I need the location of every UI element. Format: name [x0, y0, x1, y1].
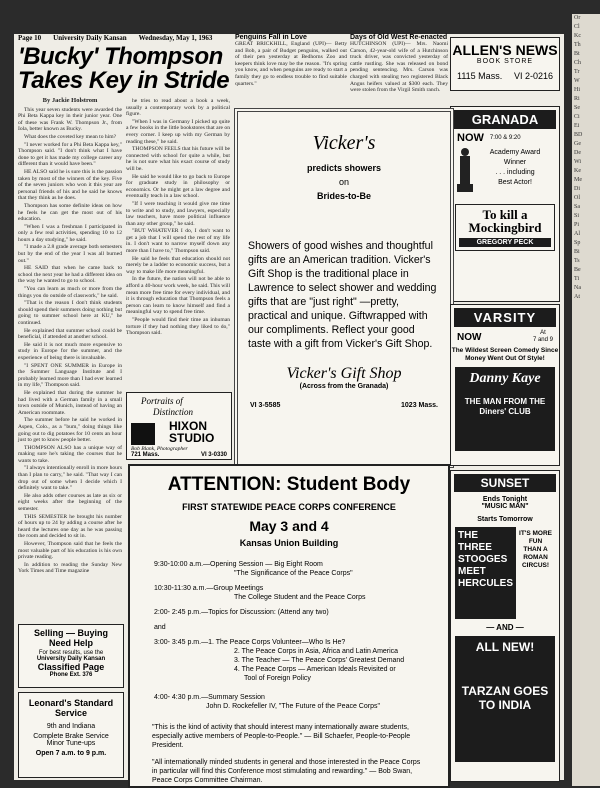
sunset-and: — AND — — [486, 623, 524, 632]
peace-corps-attention: ATTENTION: Student Body — [167, 474, 411, 495]
edge-text-fragment: De — [574, 150, 581, 156]
allens-address: 1115 Mass. — [457, 71, 503, 81]
vickers-title: Vicker's — [312, 132, 376, 154]
varsity-times-2: 7 and 9 — [532, 337, 553, 343]
hixon-distinction: Distinction — [153, 407, 193, 417]
vickers-shop-name: Vicker's Gift Shop — [286, 365, 402, 382]
peace-corps-quote-1: "This is the kind of activity that should interest many internationally aware students, especially active members of People-to-People." — Bill Schaefer, People-to-People President. — [152, 724, 411, 749]
summary-time: 4:00- 4:30 p.m. — [154, 694, 202, 701]
page-number: Page 10 — [18, 34, 42, 42]
edge-text-fragment: At — [574, 294, 580, 300]
article-paragraph: He explained that during the summer he had lived with a German family in a small town outside of Munich, instead of having an American roommate. — [18, 389, 122, 416]
schedule-row — [154, 560, 448, 578]
peace-corps-topics — [234, 647, 448, 683]
schedule-text: —Group Meetings — [206, 585, 264, 592]
granada-theater-ad — [450, 106, 560, 302]
varsity-tagline-2: Money Went Out Of Style! — [465, 355, 545, 362]
edge-text-fragment: Ch — [574, 60, 582, 66]
article-paragraph: He also adds other courses as late as six or eight weeks after the beginning of the semester. — [18, 492, 122, 513]
sunset-theater-ad — [450, 470, 560, 782]
classified-ad — [18, 624, 124, 688]
hixon-studio-ad — [126, 392, 232, 460]
edge-text-fragment: Ke — [574, 168, 581, 174]
peace-corps-schedule — [154, 560, 448, 647]
discussion-topic: Tool of Foreign Policy — [244, 675, 311, 682]
varsity-star: Danny Kaye — [469, 371, 541, 386]
schedule-time: 3:00- 3:45 p.m. — [154, 639, 202, 646]
article-column-1 — [18, 98, 122, 618]
edge-text-fragment: Bi — [574, 249, 580, 255]
classified-line-2: Need Help — [48, 638, 93, 648]
article-headline — [18, 45, 244, 93]
edge-text-fragment: Di — [574, 186, 580, 192]
varsity-times-1: At — [540, 330, 546, 336]
article-paragraph: "BUT WHATEVER I do, I don't want to get a job that I will spend the rest of my life in. I don't want to narrow myself down any more than I have to," Thompson said. — [126, 228, 230, 255]
varsity-now: NOW — [457, 331, 482, 343]
edge-text-fragment: Al — [574, 231, 580, 237]
peace-corps-conference: FIRST STATEWIDE PEACE CORPS CONFERENCE — [182, 502, 396, 512]
vickers-across: (Across from the Granada) — [299, 383, 389, 390]
sunset-film-1: THE THREE STOOGES MEET HERCULES — [455, 527, 516, 619]
article-paragraph: "When I was in Germany I picked up quite a few books in the little bookstores that are on every corner. I keep up with my German by reading these," he said. — [126, 118, 230, 145]
article-paragraph: HE SAID that when he came back to school the next year he had a different idea on the way he wanted to go to school. — [18, 265, 122, 285]
sunset-name: SUNSET — [454, 474, 556, 492]
varsity-title: THE MAN FROM THE Diners' CLUB — [464, 397, 546, 416]
peace-corps-quote-2: "All internationally minded students in general and those interested in the Peace Corps in particular will find this Conference most stimulating and rewarding." — Bob Swan, Peace Corps Committee Chairman. — [152, 759, 421, 784]
article-paragraph: What does the coveted key mean to him? — [24, 133, 117, 140]
granada-title-2: Mockingbird — [468, 220, 542, 235]
vickers-on: on — [338, 177, 349, 187]
sunset-current: "MUSIC MAN" — [481, 503, 529, 510]
schedule-row — [154, 584, 448, 602]
article-paragraph: He said he would like to go back to Europe for graduate study in philosophy or economics. Or he might get a law degree and eventually teach in a law school. — [126, 173, 230, 200]
vickers-predicts: predicts showers — [306, 163, 382, 173]
edge-text-fragment: Wi — [574, 159, 582, 165]
adjacent-page-edge — [572, 14, 600, 786]
peace-corps-dates: May 3 and 4 — [249, 518, 329, 534]
newspaper-page — [14, 34, 564, 784]
granada-title-1: To kill a — [482, 207, 528, 222]
edge-text-fragment: Hi — [574, 87, 580, 93]
article-paragraph: In addition to reading the Sunday New York Times and Time magazine — [18, 561, 122, 575]
article-paragraph: "I never worked for a Phi Beta Kappa key," Thompson said. "I don't think what I have done to get it has made my college career any different than it would have been." — [18, 141, 122, 168]
schedule-time: 10:30-11:30 a.m. — [154, 585, 207, 592]
leonards-line-4: Complete Brake Service — [33, 733, 109, 740]
edge-text-fragment: Th — [574, 42, 581, 48]
article-paragraph: In the future, the nation will not be able to afford a 40-hour work week, he said. This will mean more free time for every individual, and it is through education that Thompson feels a person can learn to know himself and find a meaningful way to spend free time. — [126, 276, 230, 316]
article-paragraph: THOMPSON ALSO has a unique way of making sure he's taking the courses that he wants to take. — [18, 444, 122, 464]
penguins-story — [235, 34, 347, 87]
article-paragraph: "I SPENT ONE SUMMER in Europe in the Summer Language Institute and I probably learned more than I had ever learned in my life," Thompson said. — [18, 362, 122, 389]
edge-text-fragment: Or — [574, 15, 581, 21]
classified-line-4: University Daily Kansan — [36, 656, 106, 662]
discussion-topic: 3. The Teacher — The Peace Corps' Greatest Demand — [234, 657, 405, 664]
sunset-ends: Ends Tonight — [482, 496, 528, 503]
edge-text-fragment: Sp — [574, 240, 581, 246]
edge-text-fragment: Se — [574, 105, 580, 111]
article-paragraph: "If I were teaching it would give me time to write and to study, and lawyers, especially law teachers, have more political influence than any other group," he said. — [126, 200, 230, 227]
hixon-name-1: HIXON — [169, 419, 208, 433]
sunset-starts: Starts Tomorrow — [477, 516, 533, 523]
edge-text-fragment: Me — [574, 177, 582, 183]
oscar-statuette-icon — [455, 148, 475, 196]
granada-name: GRANADA — [454, 110, 556, 129]
edge-text-fragment: Be — [574, 267, 581, 273]
discussion-topic: 4. The Peace Corps — American Ideals Revisited or — [234, 666, 396, 673]
schedule-time: 9:30-10:00 a.m. — [154, 561, 204, 568]
classified-line-6: Phone Ext. 376 — [49, 672, 93, 678]
leonards-line-6: Open 7 a.m. to 9 p.m. — [35, 750, 107, 757]
hixon-portraits: Portraits of — [141, 396, 183, 406]
penguins-headline: Penguins Fall in Love — [235, 34, 307, 41]
classified-line-1: Selling — Buying — [33, 628, 108, 638]
masthead — [18, 34, 238, 42]
vickers-address: 1023 Mass. — [401, 402, 438, 409]
article-paragraph: "When I was a freshman I participated in only a few real activities, spending 10 to 12 hours a day studying," he said. — [18, 223, 122, 243]
sunset-all-new: ALL NEW! — [475, 640, 535, 654]
hixon-phone: VI 3-0330 — [200, 452, 227, 458]
article-paragraph: THOMPSON FEELS that his future will be connected with school for quite a while, but he is not sure what his exact course of study will be. — [126, 146, 230, 172]
granada-award-3: . . . including — [495, 169, 535, 176]
schedule-row — [154, 608, 448, 617]
issue-date: Wednesday, May 1, 1963 — [138, 34, 213, 42]
allens-sub: BOOK STORE — [476, 58, 534, 65]
sunset-film-1-tag: IT'S MORE FUN THAN A ROMAN CIRCUS! — [519, 530, 552, 569]
leonards-service-ad — [18, 692, 124, 778]
granada-award-4: Best Actor! — [498, 179, 532, 186]
granada-award-2: Winner — [503, 159, 527, 166]
hixon-name-2: STUDIO — [169, 431, 215, 445]
granada-times: 7:00 & 9:20 — [489, 135, 521, 141]
article-paragraph: The summer before he said he worked in Aspen, Colo., as a "bum," doing things like going out to dig potatoes for 10 cents an hour just to get to know people better. — [18, 417, 122, 444]
hixon-address: 721 Mass. — [131, 452, 160, 458]
edge-text-fragment: BD — [574, 132, 583, 138]
leonards-line-1: Leonard's Standard — [28, 698, 114, 708]
discussion-topic: 2. The Peace Corps in Asia, Africa and Latin America — [234, 648, 399, 655]
edge-text-fragment: Ri — [574, 96, 580, 102]
old-west-story — [350, 34, 448, 94]
schedule-sub: The College Student and the Peace Corps — [234, 594, 366, 601]
schedule-row — [154, 638, 448, 647]
granada-award-1: Academy Award — [489, 149, 541, 156]
penguins-text: GREAT BRICKHILL, England (UPI)— Betty and Bob, a pair of Budget penguins, walked out of their pen yesterday at Bedhorns Zoo and keepers think love may be the reason. "It's spring you know, and when penguins are ready to start a family they go to endless trouble to find suitable quarters." — [235, 41, 347, 87]
schedule-sub: "The Significance of the Peace Corps" — [234, 570, 353, 577]
edge-text-fragment: Si — [574, 213, 580, 219]
vickers-body: Showers of good wishes and thoughtful gifts are an American tradition. Vicker's Gift Shop is the traditional place in Lawrence to select shower and wedding gifts that are "just right" —pretty, practical and unique. Giftwrapped with our compliments. Reflect your good taste with a gift from Vicker's Gift Shop. — [248, 240, 437, 350]
paper-name: University Daily Kansan — [53, 34, 127, 42]
edge-text-fragment: Ei — [574, 123, 580, 129]
varsity-name: VARSITY — [454, 308, 556, 327]
granada-now: NOW — [457, 132, 484, 144]
schedule-text: —Topics for Discussion: (Attend any two) — [201, 609, 329, 616]
edge-text-fragment: Ci — [574, 114, 580, 120]
edge-text-fragment: Tr — [574, 69, 580, 75]
schedule-text: —Opening Session — Big Eight Room — [203, 561, 323, 568]
edge-text-fragment: Ol — [574, 195, 580, 201]
edge-text-fragment: Bt — [574, 51, 580, 57]
peace-corps-conference-ad — [128, 464, 450, 788]
hixon-owner: Bob Blank, Photographer — [131, 446, 188, 452]
peace-corps-location: Kansas Union Building — [239, 538, 339, 548]
byline: By Jackie Holstrom — [42, 97, 98, 104]
edge-text-fragment: Na — [574, 285, 581, 291]
article-paragraph: He said it is not much more expensive to study in Europe for the summer, and the experience of being there is invaluable. — [18, 341, 122, 361]
edge-text-fragment: W — [574, 78, 580, 84]
article-paragraph: However, Thompson said that he feels the most valuable part of his education is his own private reading. — [18, 541, 122, 561]
edge-text-fragment: Cl — [574, 24, 580, 30]
article-paragraph: THIS SEMESTER he brought his number of hours up to 24 by adding a course after he heard the lectures one day as he was passing the room and decided to sit in. — [18, 513, 122, 540]
article-paragraph: This year seven students were awarded the Phi Beta Kappa key in their junior year. One of these was Frank W. Thompson Jr., from Iola, better known as Bucky. — [18, 106, 122, 133]
edge-text-fragment: Ts — [574, 258, 580, 264]
headline-line-2: Takes Key in Stride — [18, 67, 230, 94]
article-paragraph: HE ALSO said he is sure this is the passion taken by most of the winners of the key. Five of the seven juniors who won it this year are personal friends of his and he said he knows that they think as he does. — [18, 168, 122, 202]
schedule-row — [154, 623, 448, 632]
varsity-theater-ad — [450, 304, 560, 466]
article-column-2 — [126, 98, 230, 388]
allens-news-ad — [450, 37, 560, 91]
article-paragraph: Thompson has some definite ideas on how he feels he can get the most out of his education. — [18, 202, 122, 223]
schedule-text: —1. The Peace Corps Volunteer—Who Is He? — [201, 639, 346, 646]
summary-sub: John D. Rockefeller IV, "The Future of the Peace Corps" — [206, 703, 380, 710]
sunset-film-2: TARZAN GOES TO INDIA — [461, 684, 549, 712]
vickers-brides: Brides-to-Be — [316, 191, 371, 201]
article-paragraph: He said he feels that education should not merely be a ladder to economic success, but a way to make life more meaningful. — [126, 255, 230, 275]
camera-photographer-icon — [131, 423, 155, 445]
vickers-gift-shop-ad — [234, 108, 454, 468]
leonards-line-3: 9th and Indiana — [46, 723, 96, 730]
article-paragraph: "People would find their time an inhuman torture if they had nothing they liked to do," Thompson said. — [126, 317, 230, 337]
edge-text-fragment: Ge — [574, 141, 581, 147]
article-paragraph: He explained that summer school could be beneficial, if attended at another school. — [18, 327, 122, 341]
edge-text-fragment: Kc — [574, 33, 581, 39]
article-paragraph: "I made a 2.8 grade average both semesters but by the end of the year I was all burned out." — [18, 244, 122, 264]
west-text: HUTCHINSON (UPI)— Mrs. Naomi Carson, 42-year-old wife of a Hutchinson truck driver, was convicted yesterday of cattle rustling. She was released on bond pending sentencing. Mrs. Carson was charged with stealing two registered Black Angus heifers valued at $300 each. They were stolen from the Virgil Smith ranch. — [350, 41, 448, 94]
edge-text-fragment: Sa — [574, 204, 580, 210]
article-paragraph: "I always intentionally enroll in more hours than I plan to carry," he said. "That way I can drop out of some when I decide which I definitely want to take." — [18, 465, 122, 492]
edge-text-fragment: Ti — [574, 276, 580, 282]
granada-star: GREGORY PECK — [459, 238, 551, 247]
edge-text-fragment: Pi — [574, 222, 580, 228]
classified-line-3: For best results, use the — [38, 650, 104, 656]
article-paragraph: he tries to read about a book a week, usually a contemporary work by a political figure. — [126, 98, 230, 118]
article-paragraph: "You can learn as much or more from the things you do outside of classwork," he said. — [18, 286, 122, 299]
allens-phone: VI 2-0216 — [513, 71, 553, 81]
west-headline: Days of Old West Re-enacted — [350, 34, 448, 41]
article-paragraph: "That is the reason I don't think students should spend their summers doing nothing but going to summer school here at KU," he continued. — [18, 300, 122, 326]
summary-text: —Summary Session — [201, 694, 265, 701]
classified-line-5: Classified Page — [37, 662, 105, 672]
allens-name: ALLEN'S NEWS — [452, 42, 558, 58]
headline-line-1: 'Bucky' Thompson — [18, 43, 223, 70]
leonards-line-5: Minor Tune-ups — [46, 740, 96, 747]
leonards-line-2: Service — [54, 708, 88, 718]
schedule-time: and — [154, 624, 166, 631]
schedule-time: 2:00- 2:45 p.m. — [154, 609, 202, 616]
varsity-tagline-1: The Wildest Screen Comedy Since — [451, 347, 559, 354]
vickers-phone: VI 3-5585 — [250, 402, 281, 409]
